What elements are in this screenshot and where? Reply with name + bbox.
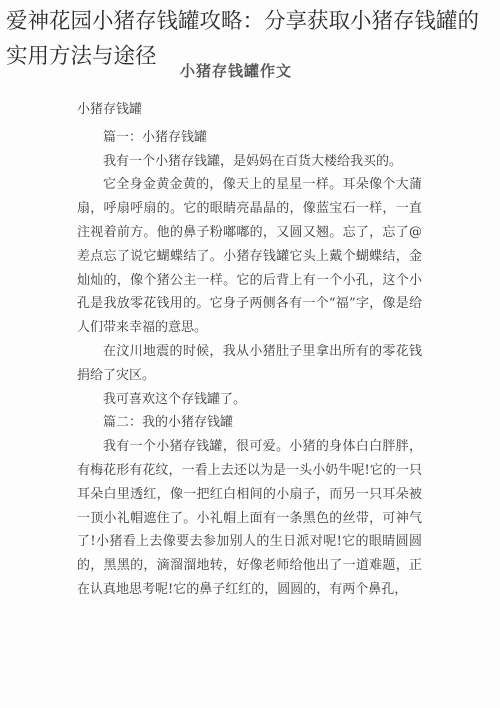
section-title: 篇一：小猪存钱罐 bbox=[103, 129, 208, 145]
section-title: 篇二：我的小猪存钱罐 bbox=[103, 415, 234, 431]
paragraph: 它全身金黄金黄的，像天上的星星一样。耳朵像个大蒲扇，呼扇呼扇的。它的眼睛亮晶晶的，像蓝宝石一样，一直注视着前方。他的鼻子粉嘟嘟的，又圆又翘。忘了，忘了@差点忘了说它蝴蝶结了。小猪存钱罐它头上戴个蝴蝶结，金灿灿的，像个猪公主一样。它的后背上有一个小孔，这个小孔是我放零花钱用的。它身子两侧各有一个“福”字，像是给人们带来幸福的意思。 bbox=[77, 177, 422, 336]
paragraph: 我可喜欢这个存钱罐了。 bbox=[103, 391, 247, 407]
paragraph: 我有一个小猪存钱罐，是妈妈在百货大楼给我买的。 bbox=[103, 153, 403, 169]
document-label: 小猪存钱罐 bbox=[77, 102, 143, 117]
paragraph: 我有一个小猪存钱罐，很可爱。小猪的身体白白胖胖，有梅花形有花纹，一看上去还以为是一头小奶牛呢!它的一只耳朵白里透红，像一把红白相间的小扇子，而另一只耳朵被一顶小礼帽遮住了。小礼帽上面有一条黑色的丝带，可神气了!小猪看上去像要去参加别人的生日派对呢!它的眼睛圆圆的，黑黑的，滴溜溜地转，好像老师给他出了一道难题，正在认真地思考呢!它的鼻子红红的，圆圆的，有两个鼻孔， bbox=[77, 439, 422, 597]
paragraph: 在汶川地震的时候，我从小猪肚子里拿出所有的零花钱捐给了灾区。 bbox=[77, 343, 422, 383]
page-title: 爱神花园小猪存钱罐攻略：分享获取小猪存钱罐的实用方法与途径 bbox=[6, 9, 480, 69]
document-body bbox=[77, 98, 422, 602]
document-heading: 小猪存钱罐作文 bbox=[180, 62, 293, 80]
